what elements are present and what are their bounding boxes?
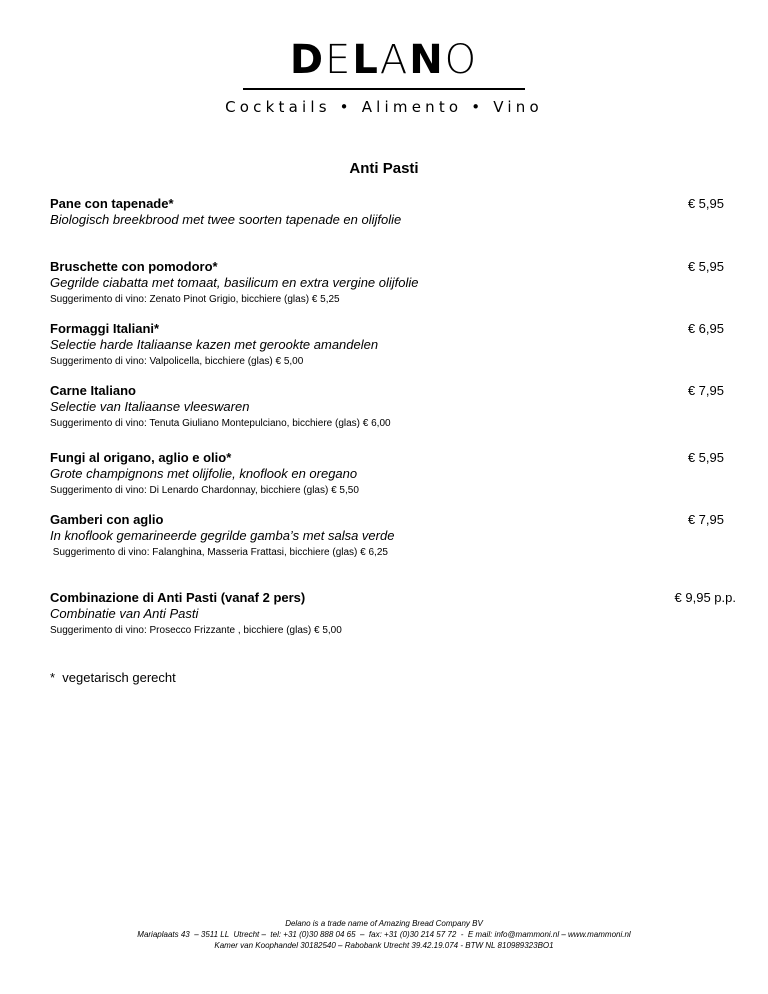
menu-item-description: Selectie van Italiaanse vleeswaren bbox=[50, 399, 250, 414]
menu-item-name: Pane con tapenade* bbox=[50, 196, 174, 211]
wine-suggestion: Suggerimento di vino: Tenuta Giuliano Montepulciano, bicchiere (glas) € 6,00 bbox=[50, 418, 391, 429]
page-footer bbox=[0, 918, 768, 951]
menu-item bbox=[50, 259, 730, 307]
menu-item-description: Grote champignons met olijfolie, knoflook en oregano bbox=[50, 466, 358, 481]
menu-item bbox=[50, 196, 730, 228]
menu-item-name: Formaggi Italiani* bbox=[50, 321, 160, 336]
menu-item-name: Combinazione di Anti Pasti (vanaf 2 pers) bbox=[50, 590, 306, 605]
wine-suggestion: Suggerimento di vino: Falanghina, Masseria Frattasi, bicchiere (glas) € 6,25 bbox=[50, 547, 388, 558]
footer-line: Mariaplaats 43 – 3511 LL Utrecht – tel: +31 (0)30 888 04 65 – fax: +31 (0)30 214 57 72 - E mail: info@mammoni.nl – www.mammoni.nl bbox=[137, 930, 631, 939]
menu-item bbox=[50, 321, 730, 369]
footer-line: Kamer van Koophandel 30182540 – Rabobank Utrecht 39.42.19.074 - BTW NL 810989323BO1 bbox=[214, 941, 554, 950]
wine-suggestion: Suggerimento di vino: Valpolicella, bicchiere (glas) € 5,00 bbox=[50, 356, 304, 367]
menu-item-name: Bruschette con pomodoro* bbox=[50, 259, 218, 274]
menu-item-name: Fungi al origano, aglio e olio* bbox=[50, 450, 232, 465]
menu-item-price: € 9,95 p.p. bbox=[674, 590, 736, 605]
menu-item-description: Biologisch breekbrood met twee soorten tapenade en olijfolie bbox=[50, 212, 402, 227]
menu-item bbox=[50, 383, 730, 431]
logo-wordmark: DELANO bbox=[289, 37, 479, 83]
menu-item-description: Gegrilde ciabatta met tomaat, basilicum en extra vergine olijfolie bbox=[50, 275, 419, 290]
menu-item bbox=[50, 450, 730, 498]
menu-item-name: Carne Italiano bbox=[50, 383, 136, 398]
menu-item-price: € 5,95 bbox=[687, 259, 724, 274]
menu-item-price: € 7,95 bbox=[687, 383, 724, 398]
wine-suggestion: Suggerimento di vino: Zenato Pinot Grigio, bicchiere (glas) € 5,25 bbox=[50, 294, 340, 305]
logo-divider bbox=[243, 88, 525, 90]
menu-item bbox=[50, 590, 736, 638]
menu-item bbox=[50, 512, 730, 560]
menu-item-description: Combinatie van Anti Pasti bbox=[50, 606, 199, 621]
logo-tagline: Cocktails • Alimento • Vino bbox=[225, 98, 543, 116]
menu-item-price: € 5,95 bbox=[687, 450, 724, 465]
footer-line: Delano is a trade name of Amazing Bread Company BV bbox=[285, 919, 483, 928]
menu-item-description: In knoflook gemarineerde gegrilde gamba’s met salsa verde bbox=[50, 528, 395, 543]
menu-item-price: € 7,95 bbox=[687, 512, 724, 527]
wine-suggestion: Suggerimento di vino: Di Lenardo Chardonnay, bicchiere (glas) € 5,50 bbox=[50, 485, 359, 496]
vegetarian-footnote: * vegetarisch gerecht bbox=[50, 670, 176, 685]
menu-item-price: € 5,95 bbox=[687, 196, 724, 211]
wine-suggestion: Suggerimento di vino: Prosecco Frizzante , bicchiere (glas) € 5,00 bbox=[50, 625, 342, 636]
logo bbox=[0, 38, 768, 82]
section-title: Anti Pasti bbox=[349, 160, 419, 177]
menu-item-price: € 6,95 bbox=[687, 321, 724, 336]
menu-item-description: Selectie harde Italiaanse kazen met gerookte amandelen bbox=[50, 337, 379, 352]
menu-item-name: Gamberi con aglio bbox=[50, 512, 164, 527]
